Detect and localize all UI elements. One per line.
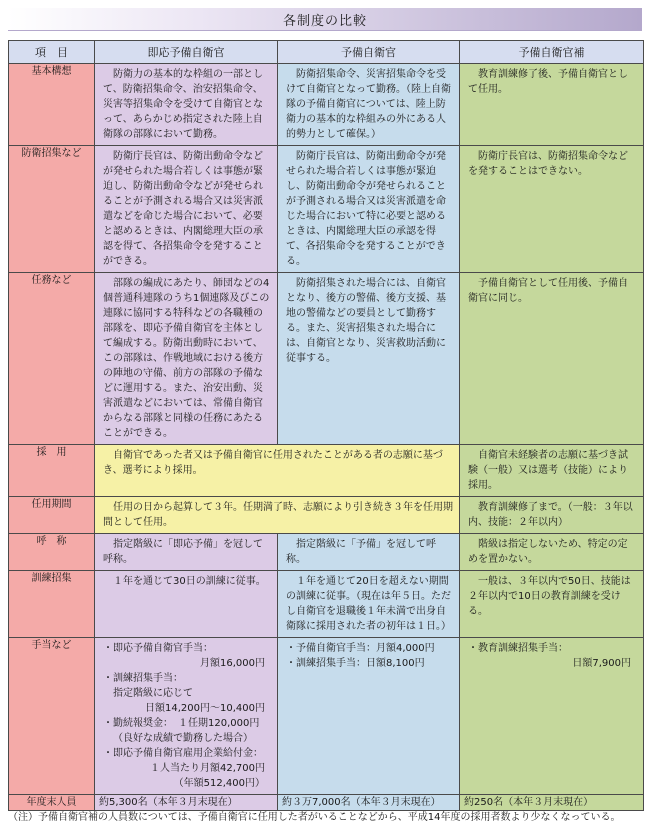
row-label: 年度末人員: [9, 795, 95, 811]
table-row: [9, 64, 644, 146]
table-row: [9, 273, 644, 445]
table-row: [9, 638, 644, 795]
cell-col2: 指定階級に「予備」を冠して呼称。: [278, 534, 460, 571]
list-item: 指定階級に応じて: [113, 688, 193, 699]
cell-col3: 防衛庁長官は、防衛招集命令などを発することはできない。: [460, 146, 644, 273]
cell-col2: １年を通じて20日を超えない期間の訓練に従事。（現在は年５日。ただし自衛官を退職後１年未満で出身自衛隊に採用された者の初年は１日。）: [278, 571, 460, 638]
allowance-list: [468, 641, 637, 671]
row-label: 任務など: [9, 273, 95, 445]
cell-col3: 一般は、３年以内で50日、技能は２年以内で10日の教育訓練を受ける。: [460, 571, 644, 638]
allowance-list: [286, 641, 453, 671]
table-row: [9, 445, 644, 497]
table-row: [9, 146, 644, 273]
cell-col1-col2: 任用の日から起算して３年。任期満了時、志願により引き続き３年を任用期間として任用。: [95, 497, 460, 534]
cell-col3: 予備自衛官として任用後、予備自衛官に同じ。: [460, 273, 644, 445]
cell-col1: [95, 638, 278, 795]
header-col1: 即応予備自衛官: [95, 41, 278, 64]
list-item: （良好な成績で勤務した場合）: [113, 733, 253, 744]
cell-col3: 教育訓練修了まで。（一般：３年以内、技能：２年以内）: [460, 497, 644, 534]
cell-col1-col2: 自衛官であった者又は予備自衛官に任用されたことがある者の志願に基づき、選考により採用。: [95, 445, 460, 497]
row-label: 基本構想: [9, 64, 95, 146]
cell-col1: 指定階級に「即応予備」を冠して呼称。: [95, 534, 278, 571]
header-row: [9, 41, 644, 64]
cell-col1: 防衛力の基本的な枠組の一部として、防衛招集命令、治安招集命令、災害等招集命令を受けて自衛官となって、あらかじめ指定された陸上自衛隊の部隊において勤務。: [95, 64, 278, 146]
cell-col1: 部隊の編成にあたり、師団などの4個普通科連隊のうち1個連隊及びこの連隊に協同する特科などの各職種の部隊を、即応予備自衛官を主体として編成する。防衛出動時において、この部隊は、作戦地域における後方の陣地の守備、前方の部隊の予備などに運用する。また、治安出動、災害派遣などにおいては、常備自衛官からなる部隊と同様の任務にあたることができる。: [95, 273, 278, 445]
cell-col1: １年を通じて30日の訓練に従事。: [95, 571, 278, 638]
list-item: ・教育訓練招集手当：: [468, 643, 568, 654]
cell-col3: 約250名（本年３月末現在）: [460, 795, 644, 811]
row-label: 任用期間: [9, 497, 95, 534]
cell-col2: 防衛招集された場合には、自衛官となり、後方の警備、後方支援、基地の警備などの要員として勤務する。また、災害招集された場合には、自衛官となり、災害救助活動に従事する。: [278, 273, 460, 445]
cell-col3: 教育訓練修了後、予備自衛官として任用。: [460, 64, 644, 146]
row-label: 防衛招集など: [9, 146, 95, 273]
list-item: ・即応予備自衛官雇用企業給付金：: [103, 748, 263, 759]
cell-col2: 防衛招集命令、災害招集命令を受けて自衛官となって勤務。（陸上自衛隊の予備自衛官については、陸上防衛力の基本的な枠組みの外にある人的勢力として確保。）: [278, 64, 460, 146]
table-row: [9, 534, 644, 571]
row-label: 呼 称: [9, 534, 95, 571]
cell-col1: 防衛庁長官は、防衛出動命令などが発せられた場合若しくは事態が緊迫し、防衛出動命令などが発せられることが予測される場合又は災害派遣などを命じた場合において、必要と認めるときは、内閣総理大臣の承認を得て、各招集命令を発することができる。: [95, 146, 278, 273]
list-item: 月額16,000円: [200, 658, 265, 669]
header-col2: 予備自衛官: [278, 41, 460, 64]
cell-col3: 階級は指定しないため、特定の定めを置かない。: [460, 534, 644, 571]
list-item: ・勤続報奨金： １任期120,000円: [103, 718, 260, 729]
cell-col2: 約３万7,000名（本年３月末現在）: [278, 795, 460, 811]
row-label: 手当など: [9, 638, 95, 795]
cell-col1: 約5,300名（本年３月末現在）: [95, 795, 278, 811]
footnote: （注）予備自衛官補の人員数については、予備自衛官に任用した者がいることなどから、平成14年度の採用者数より少なくなっている。: [8, 812, 621, 823]
header-item: 項 目: [9, 41, 95, 64]
list-item: （年額512,400円）: [173, 778, 265, 789]
cell-col2: [278, 638, 460, 795]
title-bar: [8, 8, 642, 31]
list-item: 日額14,200円～10,400円: [145, 703, 265, 714]
table-row: [9, 571, 644, 638]
row-label: 訓練招集: [9, 571, 95, 638]
allowance-list: [103, 641, 271, 791]
cell-col3: [460, 638, 644, 795]
comparison-table: [8, 40, 644, 811]
list-item: ・即応予備自衛官手当：: [103, 643, 213, 654]
list-item: １人当たり月額42,700円: [150, 763, 265, 774]
cell-col2: 防衛庁長官は、防衛出動命令が発せられた場合若しくは事態が緊迫し、防衛出動命令が発せられることが予測される場合又は災害派遣を命じた場合において特に必要と認めるときは、内閣総理大臣の承認を得て、各招集命令を発することができる。: [278, 146, 460, 273]
list-item: 日額7,900円: [572, 658, 631, 669]
header-col3: 予備自衛官補: [460, 41, 644, 64]
cell-col3: 自衛官未経験者の志願に基づき試験（一般）又は選考（技能）により採用。: [460, 445, 644, 497]
list-item: ・予備自衛官手当：月額4,000円: [286, 643, 435, 654]
list-item: ・訓練招集手当：: [103, 673, 183, 684]
row-label: 採 用: [9, 445, 95, 497]
table-row: [9, 497, 644, 534]
page-title: 各制度の比較: [282, 14, 367, 29]
list-item: ・訓練招集手当：日額8,100円: [286, 658, 425, 669]
